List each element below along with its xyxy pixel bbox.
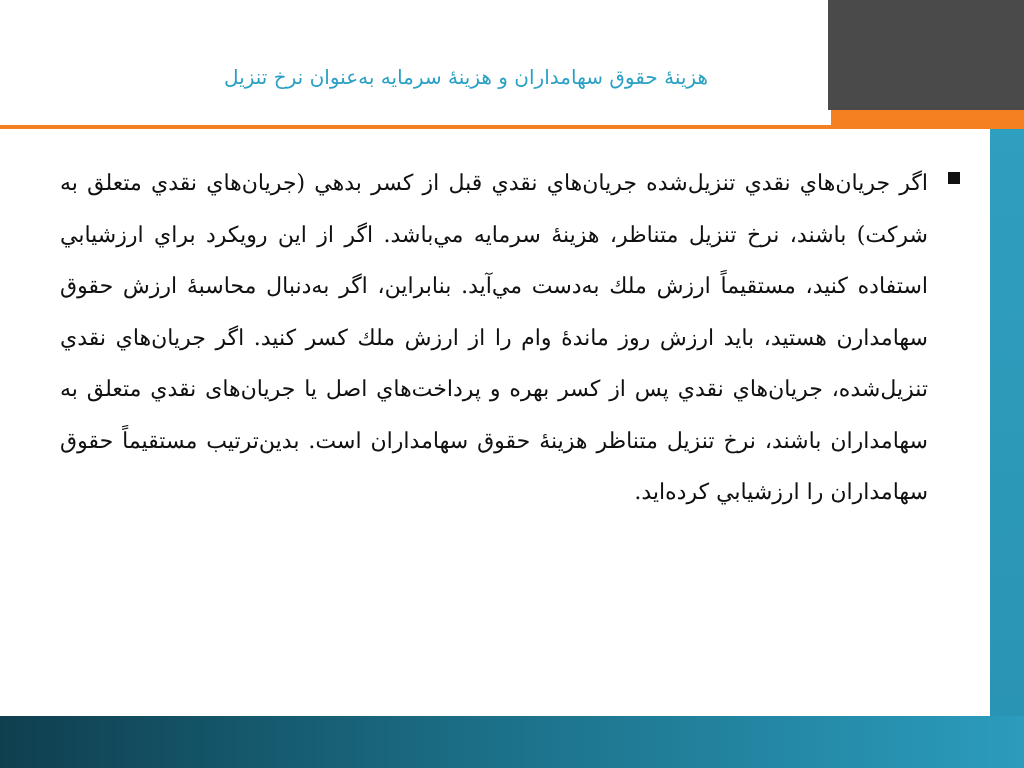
header-gray-block <box>828 0 1024 110</box>
header-divider-line <box>0 125 1024 129</box>
bullet-item <box>58 158 960 519</box>
slide-title: هزينۀ حقوق سهامداران و هزينۀ سرمايه به‌عنوان نرخ تنزيل <box>224 65 708 89</box>
square-bullet-icon <box>948 172 960 184</box>
bullet-text: اگر جريان‌هاي نقدي تنزيل‌شده جريان‌هاي نقدي قبل از كسر بدهي (جريان‌هاي نقدي متعلق به شركت) باشند، نرخ تنزيل متناظر، هزينۀ سرمايه مي‌باشد. اگر از اين رويكرد براي ارزشيابي استفاده كنيد، مستقيماً ارزش ملك به‌دست مي‌آيد. بنابراين، اگر به‌دنبال محاسبۀ ارزش حقوق سهامدارن هستيد، بايد ارزش روز ماندۀ وام را از ارزش ملك كسر كنيد. اگر جريان‌هاي نقدي تنزيل‌شده، جريان‌هاي نقدي پس از كسر بهره و پرداخت‌هاي اصل يا جريان‌های نقدي متعلق به سهامداران باشند، نرخ تنزيل متناظر هزينۀ حقوق سهامداران است. بدين‌ترتيب مستقيماً حقوق سهامداران را ارزشيابي كرده‌ايد. <box>60 171 928 505</box>
footer-band <box>0 716 1024 768</box>
right-side-bar <box>990 129 1024 768</box>
